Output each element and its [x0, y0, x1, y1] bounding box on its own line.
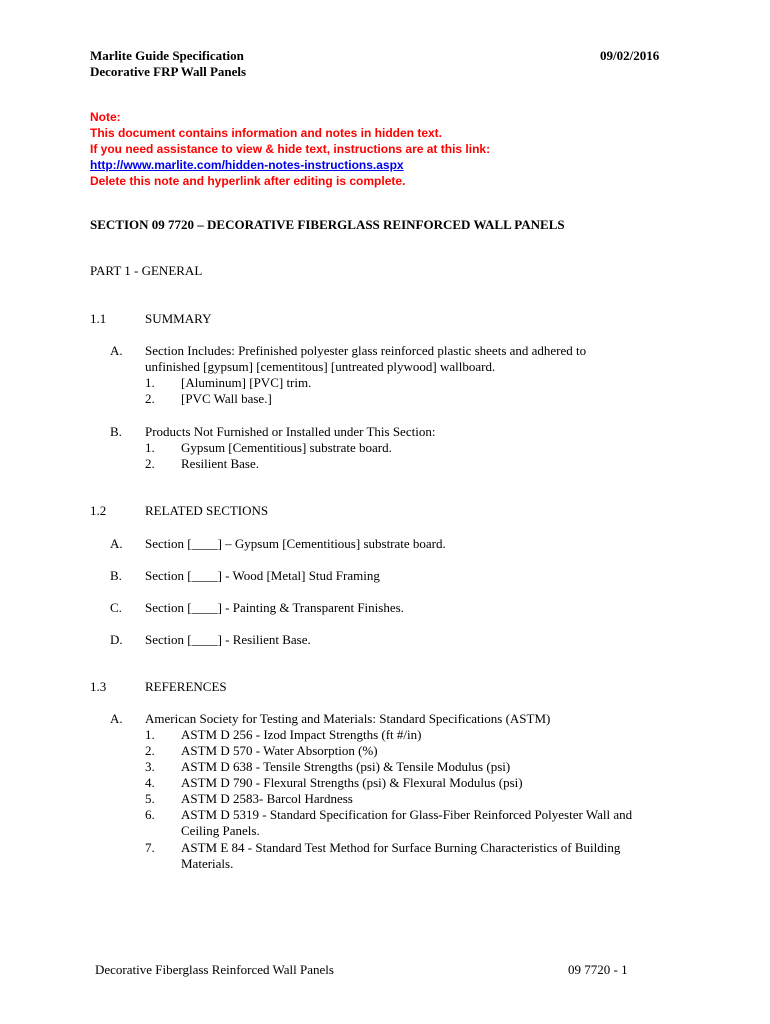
- header-subtitle: Decorative FRP Wall Panels: [90, 64, 247, 79]
- paragraph-letter: B.: [110, 568, 122, 583]
- paragraph-text: Products Not Furnished or Installed under This Section:: [145, 424, 436, 439]
- list-item-number: 1.: [145, 727, 155, 742]
- list-item-text: Ceiling Panels.: [181, 823, 260, 838]
- section-title: SECTION 09 7720 – DECORATIVE FIBERGLASS REINFORCED WALL PANELS: [90, 217, 565, 232]
- article-1-1-title: SUMMARY: [145, 311, 212, 326]
- list-item-text: ASTM D 2583- Barcol Hardness: [181, 791, 353, 806]
- paragraph-text: Section [____] - Painting & Transparent Finishes.: [145, 600, 404, 615]
- list-item-number: 1.: [145, 375, 155, 390]
- list-item-number: 5.: [145, 791, 155, 806]
- article-1-3-number: 1.3: [90, 679, 107, 694]
- list-item-text: [PVC Wall base.]: [181, 391, 272, 406]
- list-item-text: ASTM D 638 - Tensile Strengths (psi) & Tensile Modulus (psi): [181, 759, 511, 774]
- list-item-text: ASTM D 570 - Water Absorption (%): [181, 743, 378, 758]
- list-item-text: ASTM D 5319 - Standard Specification for Glass-Fiber Reinforced Polyester Wall and: [181, 807, 633, 822]
- footer-page-number: 09 7720 - 1: [568, 962, 628, 977]
- list-item-number: 2.: [145, 743, 155, 758]
- paragraph-letter: A.: [110, 536, 123, 551]
- list-item-text: Gypsum [Cementitious] substrate board.: [181, 440, 392, 455]
- paragraph-letter: A.: [110, 343, 123, 358]
- list-item-text: Materials.: [181, 856, 234, 871]
- paragraph-text: unfinished [gypsum] [cementitous] [untreated plywood] wallboard.: [145, 359, 496, 374]
- list-item-number: 4.: [145, 775, 155, 790]
- paragraph-letter: C.: [110, 600, 122, 615]
- paragraph-text: Section [____] – Gypsum [Cementitious] substrate board.: [145, 536, 446, 551]
- list-item-text: ASTM D 256 - Izod Impact Strengths (ft #/in): [181, 727, 422, 742]
- header-date: 09/02/2016: [600, 48, 660, 63]
- note-line-3: Delete this note and hyperlink after editing is complete.: [90, 174, 406, 188]
- instructions-link[interactable]: http://www.marlite.com/hidden-notes-instructions.aspx: [90, 158, 404, 172]
- list-item-text: [Aluminum] [PVC] trim.: [181, 375, 312, 390]
- paragraph-text: Section [____] - Resilient Base.: [145, 632, 311, 647]
- list-item-text: ASTM E 84 - Standard Test Method for Surface Burning Characteristics of Building: [181, 840, 621, 855]
- paragraph-text: Section [____] - Wood [Metal] Stud Framing: [145, 568, 380, 583]
- paragraph-letter: B.: [110, 424, 122, 439]
- paragraph-letter: A.: [110, 711, 123, 726]
- header-title: Marlite Guide Specification: [90, 48, 244, 63]
- note-label: Note:: [90, 110, 121, 124]
- list-item-number: 1.: [145, 440, 155, 455]
- article-1-1-number: 1.1: [90, 311, 107, 326]
- list-item-number: 2.: [145, 391, 155, 406]
- paragraph-text: Section Includes: Prefinished polyester glass reinforced plastic sheets and adhered to: [145, 343, 587, 358]
- paragraph-text: American Society for Testing and Materials: Standard Specifications (ASTM): [145, 711, 551, 726]
- article-1-3-title: REFERENCES: [145, 679, 227, 694]
- list-item-number: 7.: [145, 840, 155, 855]
- article-1-2-number: 1.2: [90, 503, 107, 518]
- note-line-2: If you need assistance to view & hide text, instructions are at this link:: [90, 142, 491, 156]
- footer-title: Decorative Fiberglass Reinforced Wall Panels: [95, 962, 334, 977]
- paragraph-letter: D.: [110, 632, 123, 647]
- list-item-number: 6.: [145, 807, 155, 822]
- list-item-number: 3.: [145, 759, 155, 774]
- list-item-number: 2.: [145, 456, 155, 471]
- part-heading: PART 1 - GENERAL: [90, 263, 203, 278]
- article-1-2-title: RELATED SECTIONS: [145, 503, 269, 518]
- note-link-row: [90, 158, 404, 172]
- list-item-text: ASTM D 790 - Flexural Strengths (psi) & Flexural Modulus (psi): [181, 775, 523, 790]
- note-line-1: This document contains information and notes in hidden text.: [90, 126, 443, 140]
- list-item-text: Resilient Base.: [181, 456, 259, 471]
